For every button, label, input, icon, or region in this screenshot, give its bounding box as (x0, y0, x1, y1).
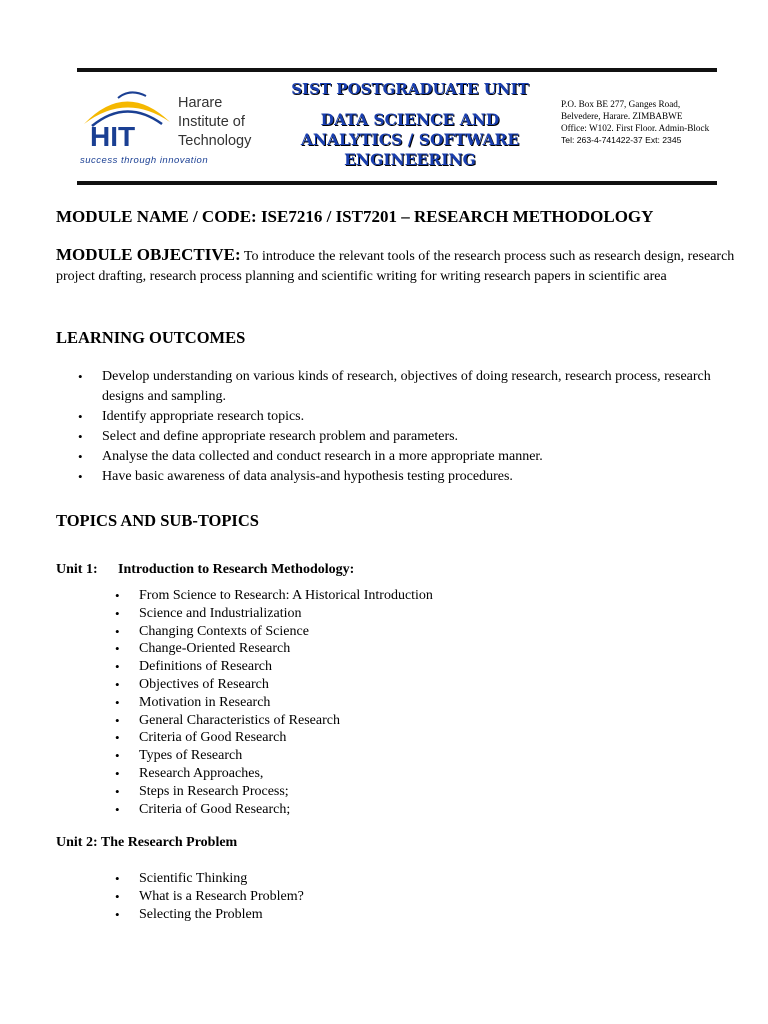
list-item: • Science and Industrialization (139, 605, 433, 623)
module-name-heading: MODULE NAME / CODE: ISE7216 / IST7201 – RESEARCH METHODOLOGY (56, 207, 654, 226)
unit-1-label: Unit 1: (56, 562, 98, 577)
unit-1-topics-list (139, 587, 433, 818)
list-item: • Analyse the data collected and conduct research in a more appropriate manner. (102, 447, 742, 467)
learning-outcomes-list (102, 367, 742, 487)
list-item: • What is a Research Problem? (139, 888, 304, 906)
list-item: • Criteria of Good Research; (139, 801, 433, 819)
list-item: • Identify appropriate research topics. (102, 407, 742, 427)
learning-outcomes-heading: LEARNING OUTCOMES (56, 328, 246, 347)
list-item: • From Science to Research: A Historical Introduction (139, 587, 433, 605)
list-item: • Research Approaches, (139, 765, 433, 783)
list-item: • Develop understanding on various kinds of research, objectives of doing research, research process, research designs and sampling. (102, 367, 742, 407)
logo-tagline: success through innovation (80, 155, 209, 166)
list-item: • Scientific Thinking (139, 870, 304, 888)
hit-logo (78, 84, 263, 172)
list-item: • Definitions of Research (139, 658, 433, 676)
unit-2-heading: Unit 2: The Research Problem (56, 835, 238, 850)
address-block: P.O. Box BE 277, Ganges Road, Belvedere, Harare. ZIMBABWE Office: W102. First Floor. Admin-Block Tel: 263-4-741422-37 Ext: 2345 (561, 99, 710, 145)
unit-1-title: Introduction to Research Methodology: (118, 562, 355, 577)
unit-title: SIST POSTGRADUATE UNIT (291, 80, 529, 98)
topics-heading: TOPICS AND SUB-TOPICS (56, 511, 259, 530)
header-bottom-rule (77, 181, 717, 185)
list-item: • Motivation in Research (139, 694, 433, 712)
list-item: • Types of Research (139, 747, 433, 765)
list-item: • Selecting the Problem (139, 906, 304, 924)
unit-2-topics-list (139, 870, 304, 923)
list-item: • Objectives of Research (139, 676, 433, 694)
header-top-rule (77, 68, 717, 72)
objective-text: To introduce the relevant tools of the research process such as research design, research project drafting, research process planning and scientific writing for writing research papers in scientific area (56, 249, 735, 284)
department-title: DATA SCIENCE AND ANALYTICS / SOFTWARE ENGINEERING (300, 110, 520, 169)
logo-abbr: HIT (90, 121, 136, 152)
list-item: • Change-Oriented Research (139, 640, 433, 658)
unit-1-heading (56, 562, 355, 578)
list-item: • Criteria of Good Research (139, 729, 433, 747)
list-item: • Changing Contexts of Science (139, 623, 433, 641)
logo-institute-name: Harare Institute of Technology (178, 95, 252, 149)
list-item: • Steps in Research Process; (139, 783, 433, 801)
list-item: • Select and define appropriate research problem and parameters. (102, 427, 742, 447)
list-item: • General Characteristics of Research (139, 712, 433, 730)
module-objective (56, 245, 736, 287)
list-item: • Have basic awareness of data analysis-and hypothesis testing procedures. (102, 467, 742, 487)
objective-label: MODULE OBJECTIVE: (56, 245, 241, 264)
